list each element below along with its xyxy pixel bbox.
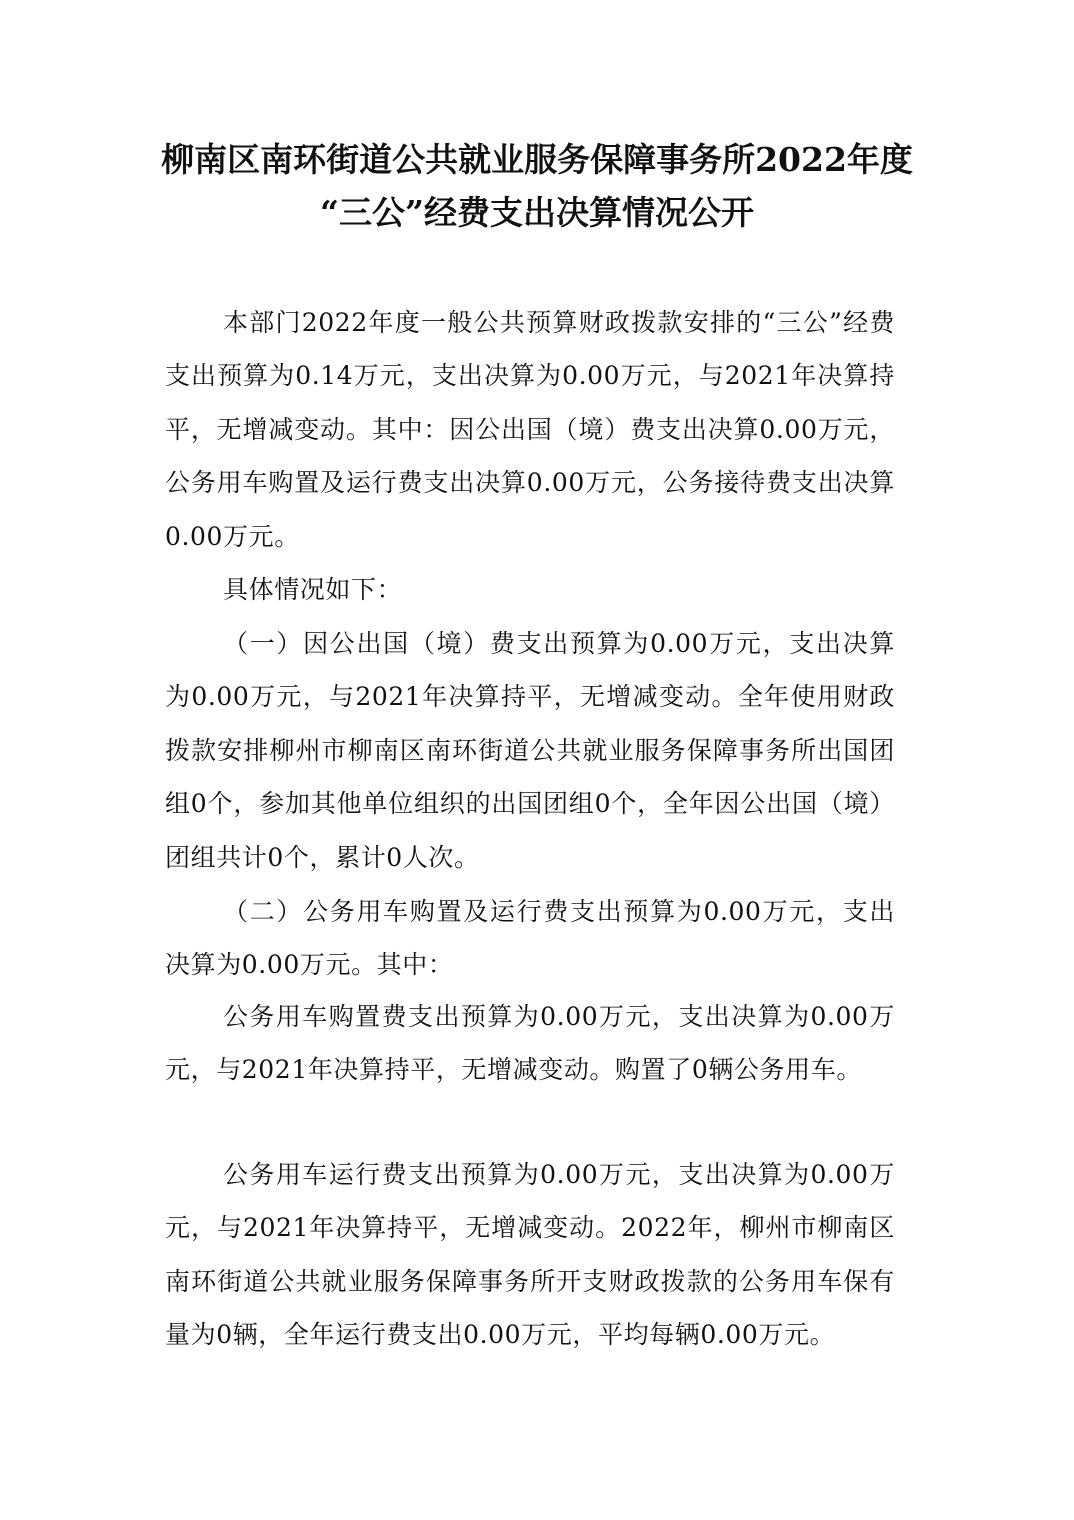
- paragraph-vehicle-operation: 公务用车运行费支出预算为0.00万元，支出决算为0.00万元，与2021年决算持平，无增减变动。2022年，柳州市柳南区南环街道公共就业服务保障事务所开支财政拨款的公务用车保有量为0辆，全年运行费支出0.00万元，平均每辆0.00万元。: [165, 1160, 895, 1350]
- document-title-line-2: “三公”经费支出决算情况公开: [320, 193, 754, 232]
- paragraph-details-intro: 具体情况如下：: [223, 575, 403, 604]
- paragraph-summary: 本部门2022年度一般公共预算财政拨款安排的“三公”经费支出预算为0.14万元，支出决算为0.00万元，与2021年决算持平，无增减变动。其中：因公出国（境）费支出决算0.00万元，公务用车购置及运行费支出决算0.00万元，公务接待费支出决算0.00万元。: [165, 308, 895, 551]
- paragraph-vehicle-overview: （二）公务用车购置及运行费支出预算为0.00万元，支出决算为0.00万元。其中：: [165, 897, 895, 980]
- document-title-line-1: 柳南区南环街道公共就业服务保障事务所2022年度: [161, 140, 913, 179]
- paragraph-overseas-travel: （一）因公出国（境）费支出预算为0.00万元，支出决算为0.00万元，与2021年决算持平，无增减变动。全年使用财政拨款安排柳州市柳南区南环街道公共就业服务保障事务所出国团组0个，参加其他单位组织的出国团组0个，全年因公出国（境）团组共计0个，累计0人次。: [165, 629, 895, 872]
- paragraph-vehicle-purchase: 公务用车购置费支出预算为0.00万元，支出决算为0.00万元，与2021年决算持平，无增减变动。购置了0辆公务用车。: [165, 1002, 895, 1085]
